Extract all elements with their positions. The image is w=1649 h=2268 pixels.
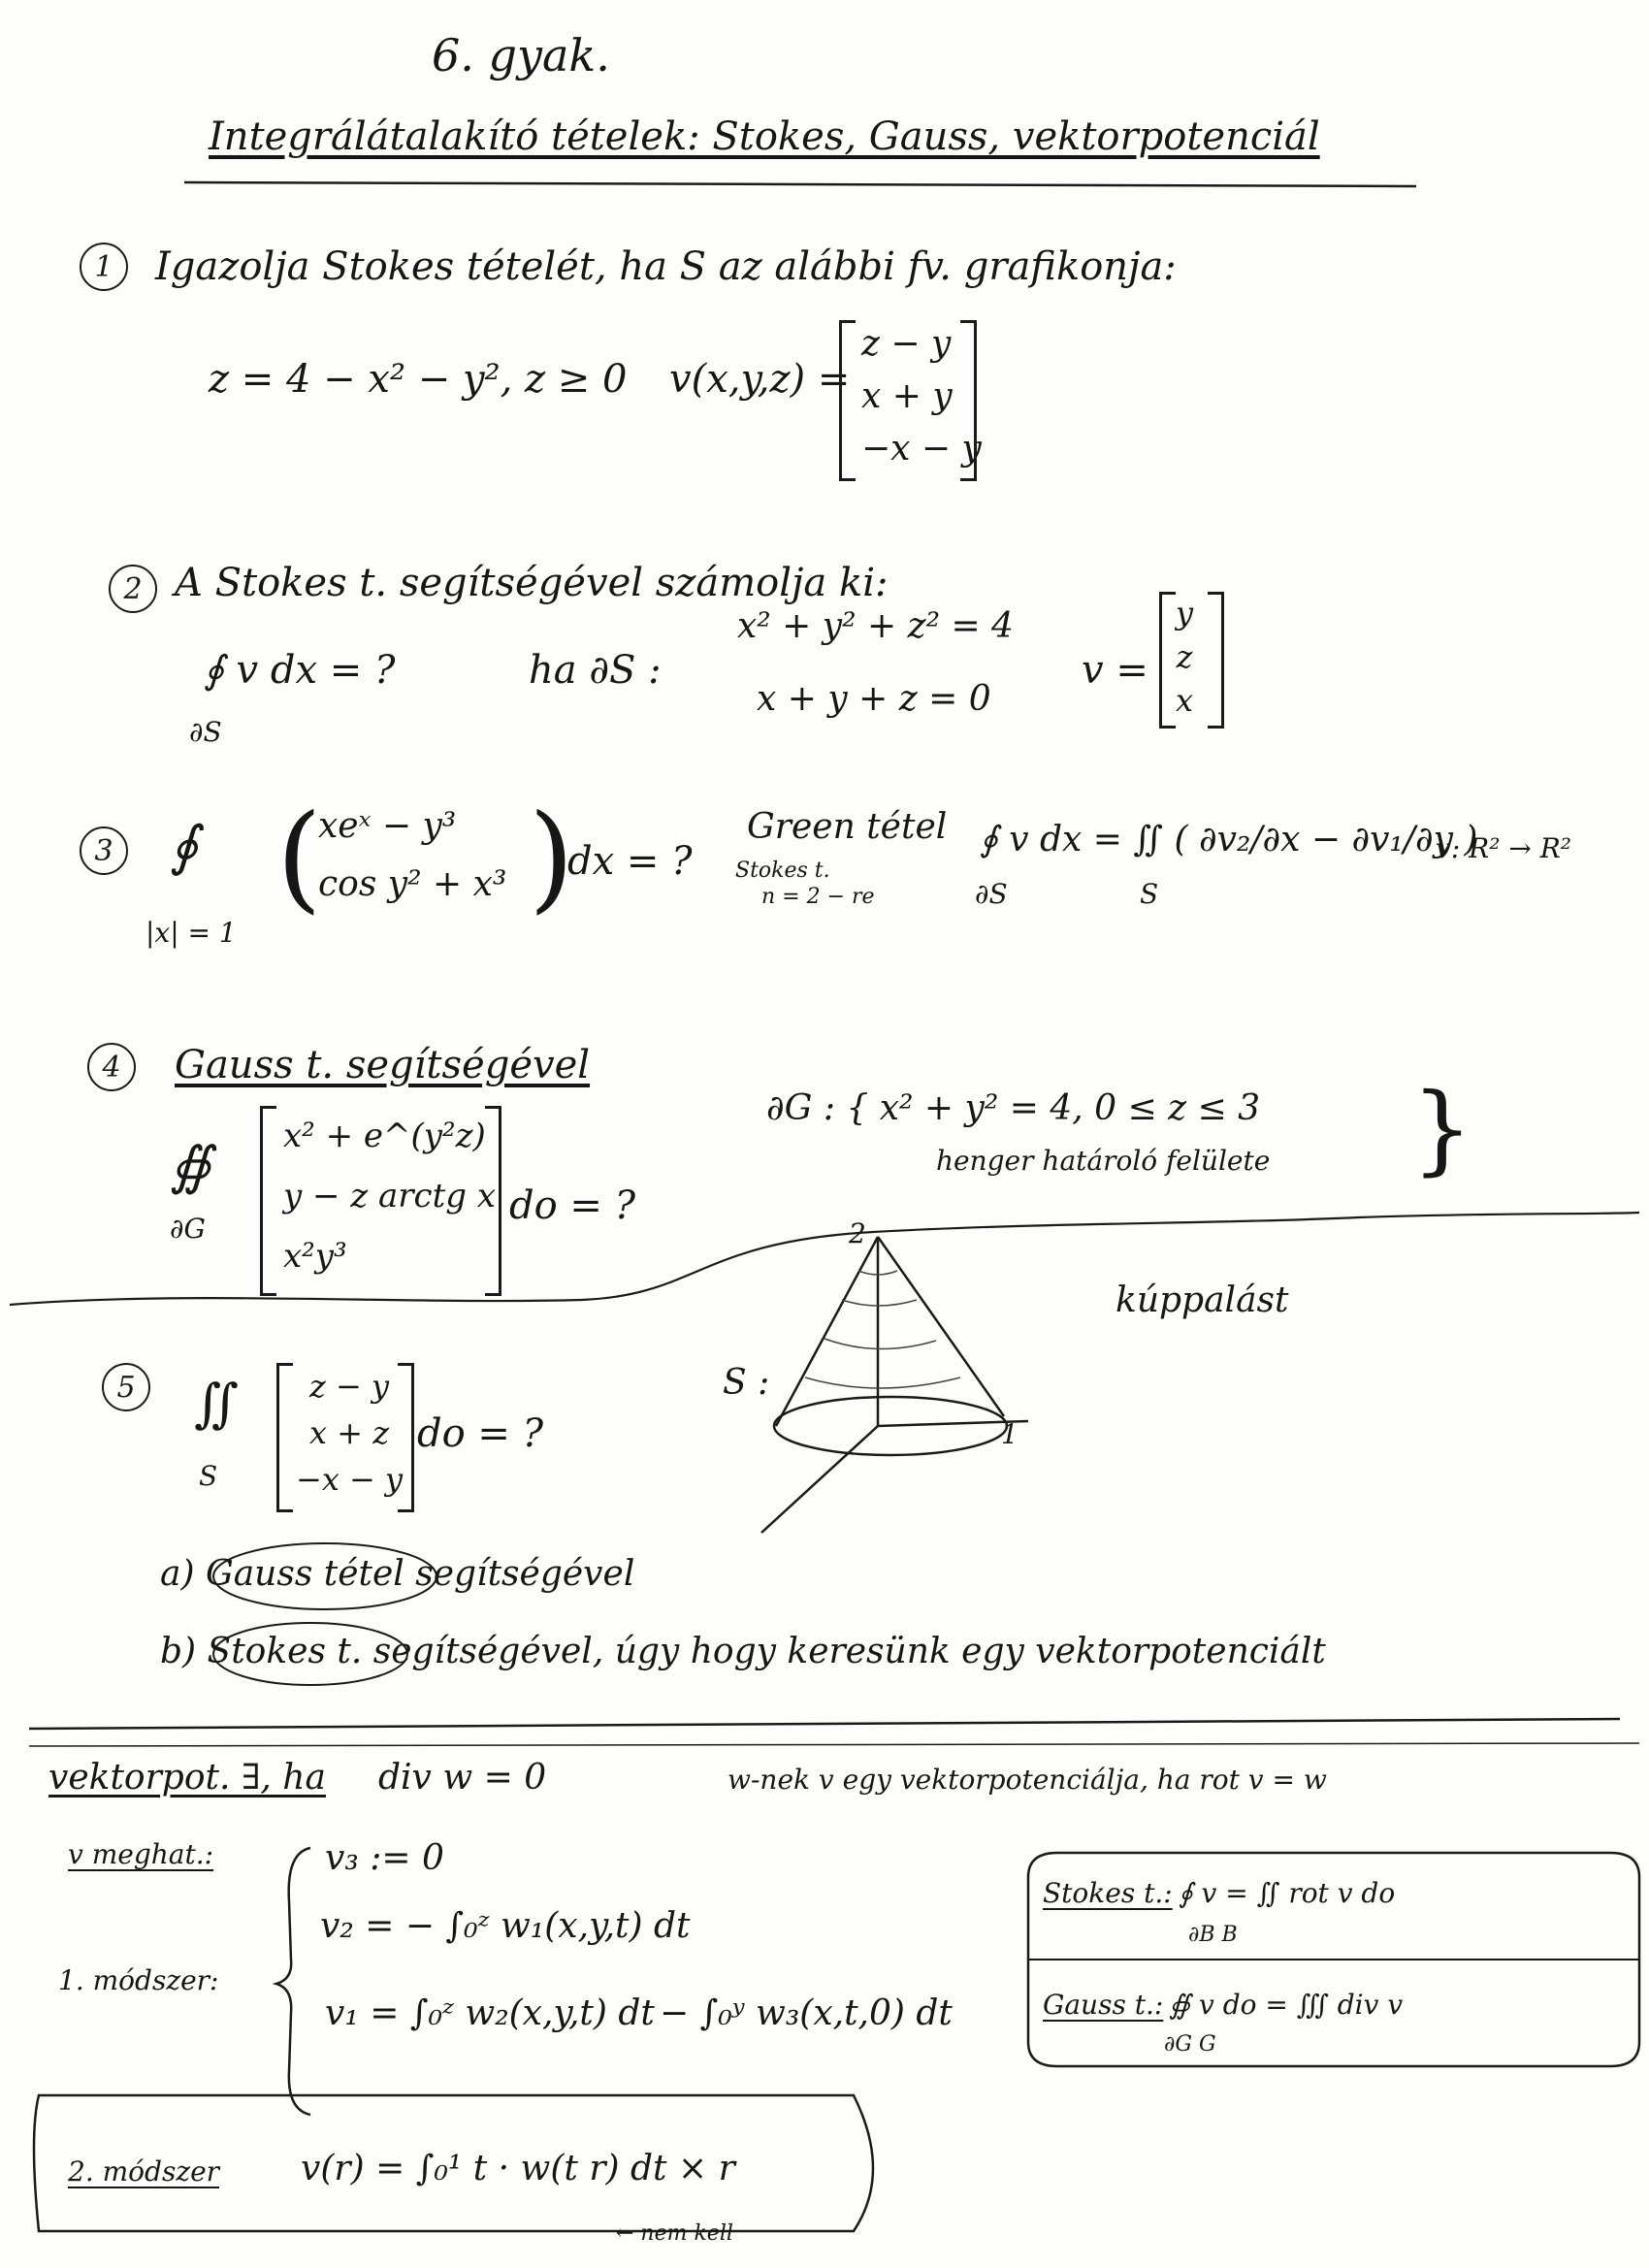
problem-3-note-small-2: n = 2 − re: [761, 885, 875, 909]
problem-1-surface: z = 4 − x² − y², z ≥ 0: [209, 357, 628, 402]
cone-figure: [761, 1237, 1028, 1533]
title-underline: [184, 182, 1416, 186]
problem-4-integral-sign: ∯: [170, 1135, 211, 1196]
method-2-label: 2. módszer: [68, 2155, 220, 2187]
stokes-label: Stokes t.:: [1043, 1877, 1173, 1909]
problem-2-ha: ha ∂S :: [529, 648, 662, 693]
method1-brace: [276, 1848, 310, 2115]
method-label: v meghat.:: [68, 1838, 214, 1870]
paren-right: ): [529, 791, 574, 925]
problem-3-field: [318, 797, 506, 914]
problem-5-part-b: b) Stokes t. segítségével, úgy hogy keresünk egy vektorpotenciált: [160, 1632, 1326, 1671]
gauss-label: Gauss t.:: [1043, 1989, 1164, 2021]
problem-2-number: 2: [109, 565, 157, 613]
problem-2-field-label: v =: [1082, 648, 1148, 693]
field-component: cos y² + x³: [318, 864, 507, 904]
field-component: −x − y: [861, 429, 982, 469]
formula-v1-b: − ∫₀ʸ w₃(x,t,0) dt: [660, 1993, 953, 2033]
gauss-domain: ∂G G: [1164, 2032, 1216, 2057]
problem-1-text: Igazolja Stokes tételét, ha S az alábbi fv. grafikonja:: [155, 244, 1177, 289]
formula-v2: v₂ = − ∫₀ᶻ w₁(x,y,t) dt: [320, 1906, 691, 1946]
problem-5-integral-sign: ∬: [194, 1373, 239, 1434]
problem-2-cond2: x + y + z = 0: [757, 679, 991, 719]
problem-5-domain: S: [199, 1460, 218, 1492]
field-component: z − y: [861, 324, 952, 364]
page-subtitle: Integrálátalakító tételek: Stokes, Gauss, vektorpotenciál: [209, 114, 1320, 159]
theory-def-cond: div w = 0: [378, 1758, 547, 1798]
problem-4-domain: ∂G: [170, 1213, 206, 1245]
method-1-label: 1. módszer:: [58, 1964, 219, 1996]
problem-4-bracket-left: [260, 1106, 276, 1296]
problem-1-field-label: v(x,y,z) =: [669, 357, 851, 402]
field-component: x + y: [861, 376, 953, 416]
problem-5-part-a: a) Gauss tétel segítségével: [160, 1554, 635, 1594]
problem-3-note: Green tétel: [747, 807, 948, 847]
problem-5-figure-label: S :: [723, 1363, 770, 1403]
page-title: 6. gyak.: [432, 29, 610, 81]
field-component: y − z arctg x: [283, 1177, 497, 1215]
cone-axis-right: 1: [1001, 1418, 1018, 1450]
problem-2-bracket-left: [1159, 592, 1176, 729]
problem-3-number: 3: [80, 826, 128, 875]
problem-2-bracket-right: [1208, 592, 1224, 729]
problem-5-field: [296, 1363, 403, 1503]
problem-1-bracket-left: [839, 320, 856, 481]
problem-3-formula-dom1: ∂S: [975, 878, 1008, 910]
problem-2-text: A Stokes t. segítségével számolja ki:: [175, 561, 889, 605]
method-2-footnote: ← nem kell: [616, 2221, 733, 2246]
problem-2-field: [1176, 592, 1193, 723]
field-component: y: [1176, 595, 1194, 632]
problem-4-tail: do = ?: [509, 1183, 636, 1228]
problem-4-cond-note: henger határoló felülete: [936, 1145, 1271, 1177]
field-component: xeˣ − y³: [318, 806, 457, 846]
field-component: z: [1176, 638, 1193, 675]
section-separator-2: [29, 1743, 1639, 1746]
problem-3-tail: dx = ?: [567, 839, 693, 884]
field-component: −x − y: [296, 1461, 404, 1498]
problem-4-number: 4: [87, 1043, 136, 1091]
problem-5-figure-note: kúppalást: [1116, 1280, 1289, 1320]
wave-separator: [10, 1213, 1639, 1305]
problem-2-cond1: x² + y² + z² = 4: [737, 606, 1014, 646]
field-component: x² + e^(y²z): [283, 1117, 486, 1155]
problem-5-number: 5: [102, 1363, 150, 1411]
problem-3-domain: |x| = 1: [146, 917, 237, 949]
cone-axis-top: 2: [849, 1217, 866, 1249]
problem-3-formula-dom2: S: [1140, 878, 1159, 910]
problem-2-integral: ∮ v dx = ?: [204, 648, 396, 693]
field-component: x: [1176, 682, 1194, 719]
problem-5-bracket-right: [398, 1363, 414, 1512]
problem-4-cond: ∂G : { x² + y² = 4, 0 ≤ z ≤ 3: [766, 1088, 1261, 1128]
problem-1-bracket-right: [960, 320, 977, 481]
stokes-formula: ∮ v = ∬ rot v do: [1179, 1877, 1396, 1909]
paren-left: (: [276, 791, 322, 925]
problem-4-field: [283, 1106, 496, 1286]
formula-v3: v₃ := 0: [325, 1838, 444, 1878]
problem-3-mapping: v: R² → R²: [1436, 832, 1572, 864]
theory-def-rhs: w-nek v egy vektorpotenciálja, ha rot v = w: [728, 1764, 1327, 1796]
problem-5-bracket-left: [276, 1363, 293, 1512]
section-separator: [29, 1719, 1620, 1729]
problem-3-formula: ∮ v dx = ∬ ( ∂v₂/∂x − ∂v₁/∂y ): [980, 820, 1478, 859]
formula-v1-a: v₁ = ∫₀ᶻ w₂(x,y,t) dt: [325, 1993, 655, 2033]
field-component: x²y³: [283, 1237, 347, 1276]
problem-2-integral-domain: ∂S: [189, 716, 222, 748]
problem-4-text: Gauss t. segítségével: [175, 1043, 591, 1087]
method-2-formula: v(r) = ∫₀¹ t · w(t r) dt × r: [301, 2149, 735, 2188]
field-component: x + z: [309, 1414, 390, 1451]
field-component: z − y: [309, 1368, 390, 1405]
problem-4-bracket-right: [485, 1106, 501, 1296]
problem-1-number: 1: [80, 243, 128, 291]
brace-right: }: [1411, 1072, 1473, 1185]
problem-3-note-small-1: Stokes t.: [735, 859, 830, 883]
gauss-formula: ∯ v do = ∭ div v: [1169, 1989, 1404, 2021]
stokes-domain: ∂B B: [1188, 1923, 1238, 1947]
theory-def-lhs: vektorpot. ∃, ha: [48, 1758, 326, 1798]
problem-5-tail: do = ?: [417, 1411, 544, 1456]
problem-3-integral-sign: ∮: [170, 815, 199, 878]
